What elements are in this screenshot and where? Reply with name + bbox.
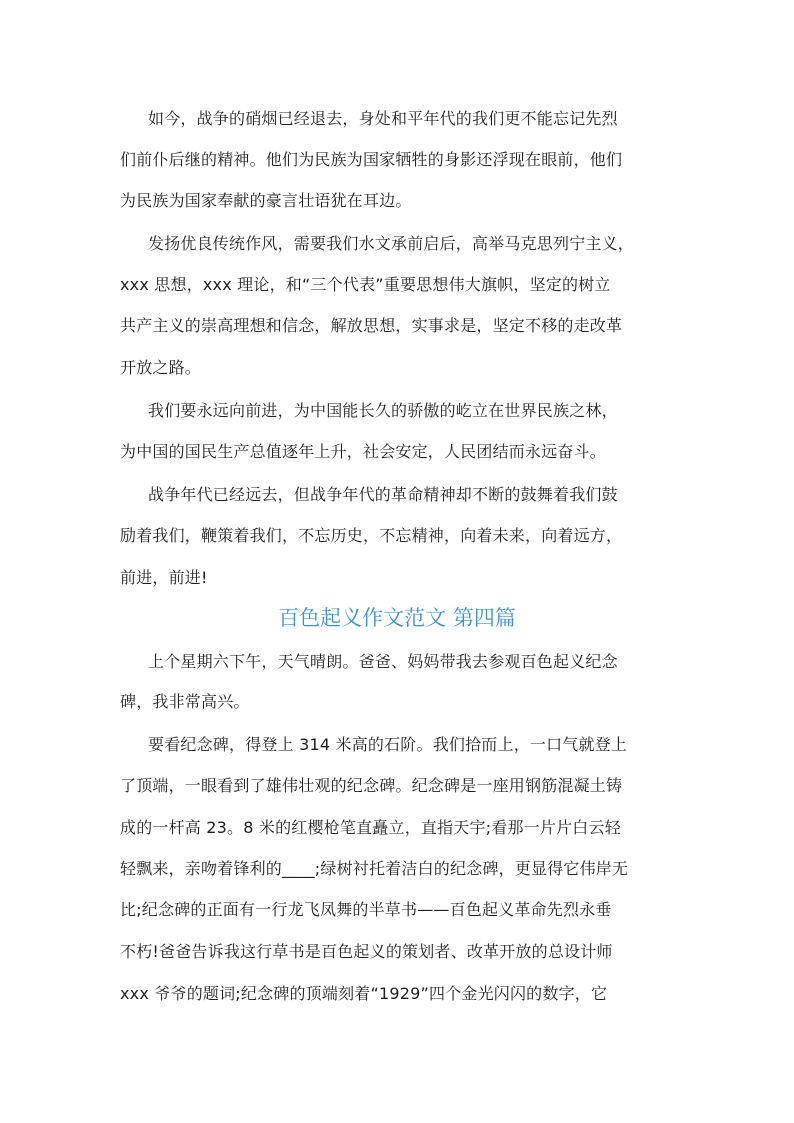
paragraph-line: 上个星期六下午，天气晴朗。爸爸、妈妈带我去参观百色起义纪念 [148,652,618,671]
paragraph-line: 成的一杆高 23。8 米的红樱枪笔直矗立，直指天宇;看那一片片白云轻 [120,818,621,837]
paragraph-line: 前进，前进! [120,568,208,587]
paragraph-line: 为民族为国家奉献的豪言壮语犹在耳边。 [120,191,412,210]
paragraph-line: 碑，我非常高兴。 [120,692,250,711]
paragraph-line: 战争年代已经远去，但战争年代的革命精神却不断的鼓舞着我们鼓 [148,485,618,504]
paragraph-line: 励着我们，鞭策着我们，不忘历史，不忘精神，向着未来，向着远方， [120,526,623,545]
paragraph-line: xxx 思想，xxx 理论，和“三个代表”重要思想伟大旗帜，坚定的树立 [120,275,611,294]
paragraph-line: 如今，战争的硝烟已经退去，身处和平年代的我们更不能忘记先烈 [148,109,618,128]
paragraph-line: 为中国的国民生产总值逐年上升，社会安定，人民团结而永远奋斗。 [120,442,607,461]
paragraph-line: 轻飘来，亲吻着锋利的____;绿树衬托着洁白的纪念碑，更显得它伟岸无 [120,859,629,878]
paragraph-line: 共产主义的崇高理想和信念，解放思想，实事求是，坚定不移的走改革 [120,316,623,335]
paragraph-line: 我们要永远向前进，为中国能长久的骄傲的屹立在世界民族之林， [148,401,618,420]
paragraph-line: xxx 爷爷的题词;纪念碑的顶端刻着“1929”四个金光闪闪的数字，它 [120,984,608,1003]
paragraph-line: 不朽!爸爸告诉我这行草书是百色起义的策划者、改革开放的总设计师 [120,942,613,961]
paragraph-line: 比;纪念碑的正面有一行龙飞凤舞的半草书——百色起义革命先烈永垂 [120,900,612,919]
paragraph-line: 要看纪念碑，得登上 314 米高的石阶。我们拾而上，一口气就登上 [148,735,628,754]
paragraph-line: 发扬优良传统作风，需要我们水文承前启后，高举马克思列宁主义， [148,234,635,253]
paragraph-line: 开放之路。 [120,358,202,377]
section-heading: 百色起义作文范文 第四篇 [278,606,516,630]
paragraph-line: 们前仆后继的精神。他们为民族为国家牺牲的身影还浮现在眼前，他们 [120,150,623,169]
paragraph-line: 了顶端，一眼看到了雄伟壮观的纪念碑。纪念碑是一座用钢筋混凝土铸 [120,776,623,795]
